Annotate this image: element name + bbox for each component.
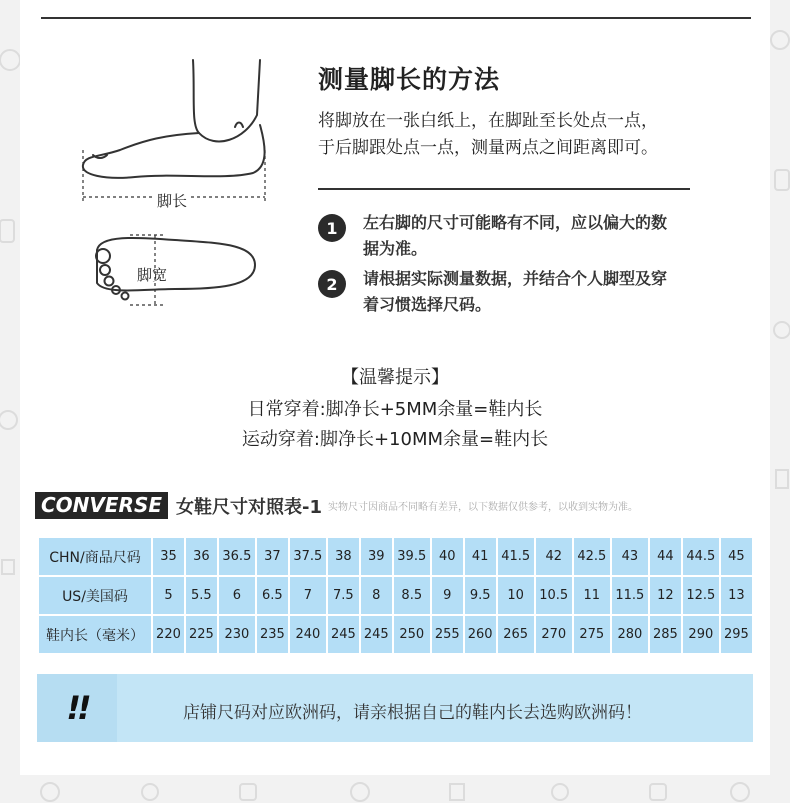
table-cell: 41.5 xyxy=(498,538,534,575)
hint-title: 【温馨提示】 xyxy=(341,367,449,388)
tip-number-2: 2 xyxy=(318,270,346,298)
table-cell: 230 xyxy=(219,616,255,653)
table-cell: 38 xyxy=(328,538,359,575)
foot-length-label: 脚长 xyxy=(153,190,191,211)
foot-measure-illustration xyxy=(75,55,285,320)
table-cell: 42 xyxy=(536,538,572,575)
table-cell: 44.5 xyxy=(683,538,719,575)
measure-description xyxy=(318,108,718,162)
table-cell: 5 xyxy=(153,577,184,614)
table-row xyxy=(39,616,752,653)
measure-title: 测量脚长的方法 xyxy=(318,65,501,94)
table-cell: 235 xyxy=(257,616,288,653)
table-cell: 37 xyxy=(257,538,288,575)
hint-sport: 运动穿着:脚净长+10MM余量=鞋内长 xyxy=(241,429,549,450)
section-divider xyxy=(318,188,690,190)
table-cell: 11 xyxy=(574,577,610,614)
table-cell: 8 xyxy=(361,577,392,614)
table-cell: 37.5 xyxy=(290,538,326,575)
tip-1 xyxy=(318,210,708,262)
table-cell: 7.5 xyxy=(328,577,359,614)
table-cell: 8.5 xyxy=(394,577,430,614)
row-header: 鞋内长（毫米） xyxy=(39,616,151,653)
table-cell: 6.5 xyxy=(257,577,288,614)
tip-2 xyxy=(318,266,708,318)
table-cell: 9 xyxy=(432,577,463,614)
table-cell: 265 xyxy=(498,616,534,653)
table-cell: 11.5 xyxy=(612,577,648,614)
table-cell: 295 xyxy=(721,616,752,653)
table-cell: 35 xyxy=(153,538,184,575)
table-cell: 270 xyxy=(536,616,572,653)
table-cell: 10.5 xyxy=(536,577,572,614)
table-cell: 260 xyxy=(465,616,496,653)
notice-banner xyxy=(37,674,753,742)
tip-1-line-1: 左右脚的尺寸可能略有不同，应以偏大的数 xyxy=(363,213,668,232)
table-cell: 255 xyxy=(432,616,463,653)
desc-line-2: 于后脚跟处点一点，测量两点之间距离即可。 xyxy=(318,138,658,158)
table-cell: 280 xyxy=(612,616,648,653)
tip-number-1: 1 xyxy=(318,214,346,242)
size-chart-header xyxy=(35,492,638,519)
size-chart-title: 女鞋尺寸对照表-1 xyxy=(176,496,323,518)
notice-text: 店铺尺码对应欧洲码，请亲根据自己的鞋内长去选购欧洲码！ xyxy=(183,703,642,723)
desc-line-1: 将脚放在一张白纸上，在脚趾至长处点一点， xyxy=(318,111,658,131)
tip-text-1 xyxy=(363,210,698,262)
table-cell: 245 xyxy=(328,616,359,653)
table-cell: 12.5 xyxy=(683,577,719,614)
brand-logo: CONVERSE xyxy=(35,492,168,519)
table-cell: 285 xyxy=(650,616,681,653)
table-cell: 12 xyxy=(650,577,681,614)
table-cell: 10 xyxy=(498,577,534,614)
exclamation-icon xyxy=(37,674,117,742)
table-cell: 36 xyxy=(186,538,217,575)
row-header: CHN/商品尺码 xyxy=(39,538,151,575)
table-cell: 39.5 xyxy=(394,538,430,575)
table-row xyxy=(39,538,752,575)
table-cell: 7 xyxy=(290,577,326,614)
table-cell: 43 xyxy=(612,538,648,575)
table-cell: 240 xyxy=(290,616,326,653)
top-divider xyxy=(41,17,751,19)
table-cell: 275 xyxy=(574,616,610,653)
table-cell: 42.5 xyxy=(574,538,610,575)
tip-text-2 xyxy=(363,266,698,318)
table-cell: 250 xyxy=(394,616,430,653)
row-header: US/美国码 xyxy=(39,577,151,614)
table-cell: 220 xyxy=(153,616,184,653)
table-cell: 44 xyxy=(650,538,681,575)
tip-1-line-2: 据为准。 xyxy=(363,239,428,258)
table-row xyxy=(39,577,752,614)
hint-daily: 日常穿着:脚净长+5MM余量=鞋内长 xyxy=(247,399,543,420)
table-cell: 45 xyxy=(721,538,752,575)
size-chart-note: 实物尺寸因商品不同略有差异，以下数据仅供参考，以收到实物为准。 xyxy=(328,502,639,513)
table-cell: 290 xyxy=(683,616,719,653)
tip-2-line-1: 请根据实际测量数据，并结合个人脚型及穿 xyxy=(363,269,668,288)
foot-width-label: 脚宽 xyxy=(137,266,168,284)
table-cell: 5.5 xyxy=(186,577,217,614)
table-cell: 225 xyxy=(186,616,217,653)
table-cell: 6 xyxy=(219,577,255,614)
tip-2-line-2: 着习惯选择尺码。 xyxy=(363,295,492,314)
table-cell: 245 xyxy=(361,616,392,653)
table-cell: 36.5 xyxy=(219,538,255,575)
table-cell: 13 xyxy=(721,577,752,614)
table-cell: 40 xyxy=(432,538,463,575)
exclamation-glyph: !! xyxy=(66,689,88,727)
size-table xyxy=(37,536,754,655)
table-cell: 9.5 xyxy=(465,577,496,614)
table-cell: 41 xyxy=(465,538,496,575)
table-cell: 39 xyxy=(361,538,392,575)
